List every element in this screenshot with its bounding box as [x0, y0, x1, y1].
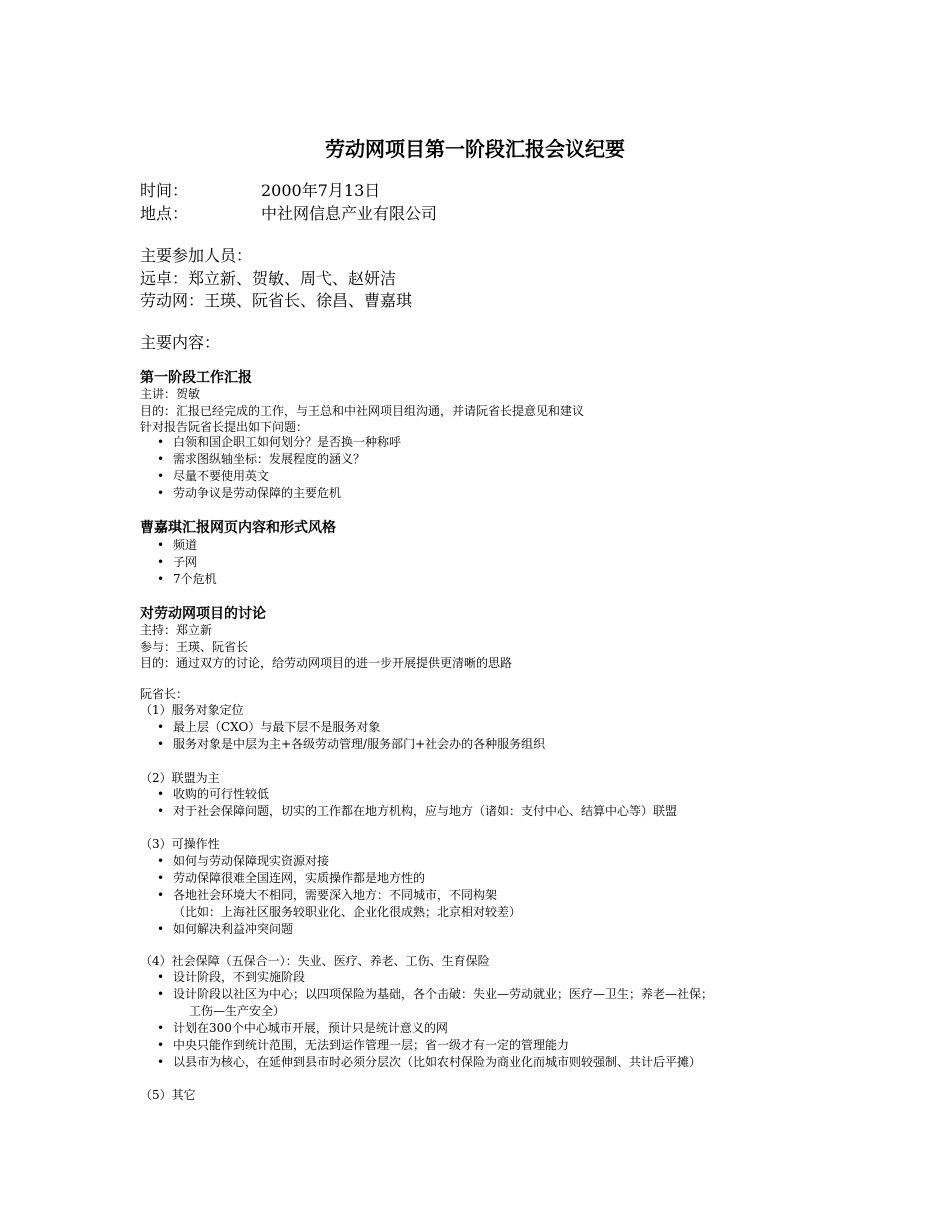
- list-item-continuation: 工伤—生产安全）: [189, 1004, 286, 1018]
- section3-host: 主持：郑立新: [140, 623, 213, 637]
- participants-line-1: 远卓：郑立新、贺敏、周弋、赵妍洁: [140, 269, 397, 288]
- section3-purpose: 目的：通过双方的讨论，给劳动网项目的进一步开展提供更清晰的思路: [140, 656, 513, 670]
- section1-list: [140, 434, 401, 502]
- point5-heading: （5）其它: [140, 1088, 196, 1102]
- participants-line-2: 劳动网：王瑛、阮省长、徐昌、曹嘉琪: [140, 291, 413, 310]
- list-item: [140, 986, 713, 1020]
- list-item: • 需求图纵轴坐标：发展程度的涵义？: [140, 451, 401, 468]
- section1-purpose: 目的：汇报已经完成的工作，与王总和中社网项目组沟通，并请阮省长提意见和建议: [140, 404, 585, 418]
- page-title: 劳动网项目第一阶段汇报会议纪要: [325, 137, 625, 161]
- list-item: • 最上层（CXO）与最下层不是服务对象: [140, 719, 545, 736]
- list-item: • 频道: [140, 537, 217, 554]
- participants-heading: 主要参加人员：: [140, 246, 253, 265]
- point1-list: [140, 719, 545, 753]
- meta-place: [140, 203, 437, 225]
- list-item: • 如何解决利益冲突问题: [140, 921, 521, 938]
- list-item: • 各地社会环境大不相同，需要深入地方：不同城市，不同构架: [140, 887, 521, 904]
- section3-attend: 参与：王瑛、阮省长: [140, 640, 249, 654]
- time-value: 2000年7月13日: [261, 181, 381, 200]
- section2-list: [140, 537, 217, 588]
- meta-time: [140, 180, 380, 202]
- list-item: • 劳动保障很难全国连网，实质操作都是地方性的: [140, 870, 521, 887]
- section3-heading: 对劳动网项目的讨论: [140, 606, 266, 622]
- section1-intro: 针对报告阮省长提出如下问题：: [140, 420, 309, 434]
- list-item: • 7个危机: [140, 571, 217, 588]
- point1-heading: （1）服务对象定位: [140, 703, 244, 717]
- section1-heading: 第一阶段工作汇报: [140, 370, 252, 386]
- point2-list: [140, 786, 677, 820]
- list-item-text: 设计阶段以社区为中心；以四项保险为基础，各个击破：失业—劳动就业；医疗—卫生；养老—社保；: [173, 987, 714, 1001]
- list-item-continuation: （比如：上海社区服务较职业化、企业化很成熟；北京相对较差）: [173, 905, 522, 919]
- point3-list: [140, 853, 521, 938]
- list-item: • 收购的可行性较低: [140, 786, 677, 803]
- point4-heading: （4）社会保障（五保合一）：失业、医疗、养老、工伤、生育保险: [140, 954, 490, 968]
- point4-list: [140, 969, 713, 1071]
- list-item: • 尽量不要使用英文: [140, 468, 401, 485]
- point3-heading: （3）可操作性: [140, 837, 220, 851]
- section2-heading: 曹嘉琪汇报网页内容和形式风格: [140, 520, 336, 536]
- list-item: • 对于社会保障问题，切实的工作都在地方机构，应与地方（诸如：支付中心、结算中心等）联盟: [140, 803, 677, 820]
- list-item: • 如何与劳动保障现实资源对接: [140, 853, 521, 870]
- list-item: • 子网: [140, 554, 217, 571]
- list-item: • 中央只能作到统计范围，无法到运作管理一层；省一级才有一定的管理能力: [140, 1037, 713, 1054]
- list-item: • 以县市为核心，在延伸到县市时必须分层次（比如农村保险为商业化而城市则较强制、共计后平摊）: [140, 1054, 713, 1071]
- content-heading: 主要内容：: [140, 333, 221, 352]
- place-value: 中社网信息产业有限公司: [261, 204, 438, 223]
- list-item: • 设计阶段，不到实施阶段: [140, 969, 713, 986]
- point2-heading: （2）联盟为主: [140, 771, 220, 785]
- ruan-label: 阮省长：: [140, 687, 189, 701]
- time-label: 时间：: [140, 181, 189, 200]
- list-item: • 计划在300个中心城市开展，预计只是统计意义的网: [140, 1020, 713, 1037]
- list-item: • 劳动争议是劳动保障的主要危机: [140, 485, 401, 502]
- list-item: • 白领和国企职工如何划分？是否换一种称呼: [140, 434, 401, 451]
- section1-speaker: 主讲：贺敏: [140, 387, 201, 401]
- place-label: 地点：: [140, 204, 189, 223]
- list-item: • 服务对象是中层为主+各级劳动管理/服务部门+社会办的各种服务组织: [140, 736, 545, 753]
